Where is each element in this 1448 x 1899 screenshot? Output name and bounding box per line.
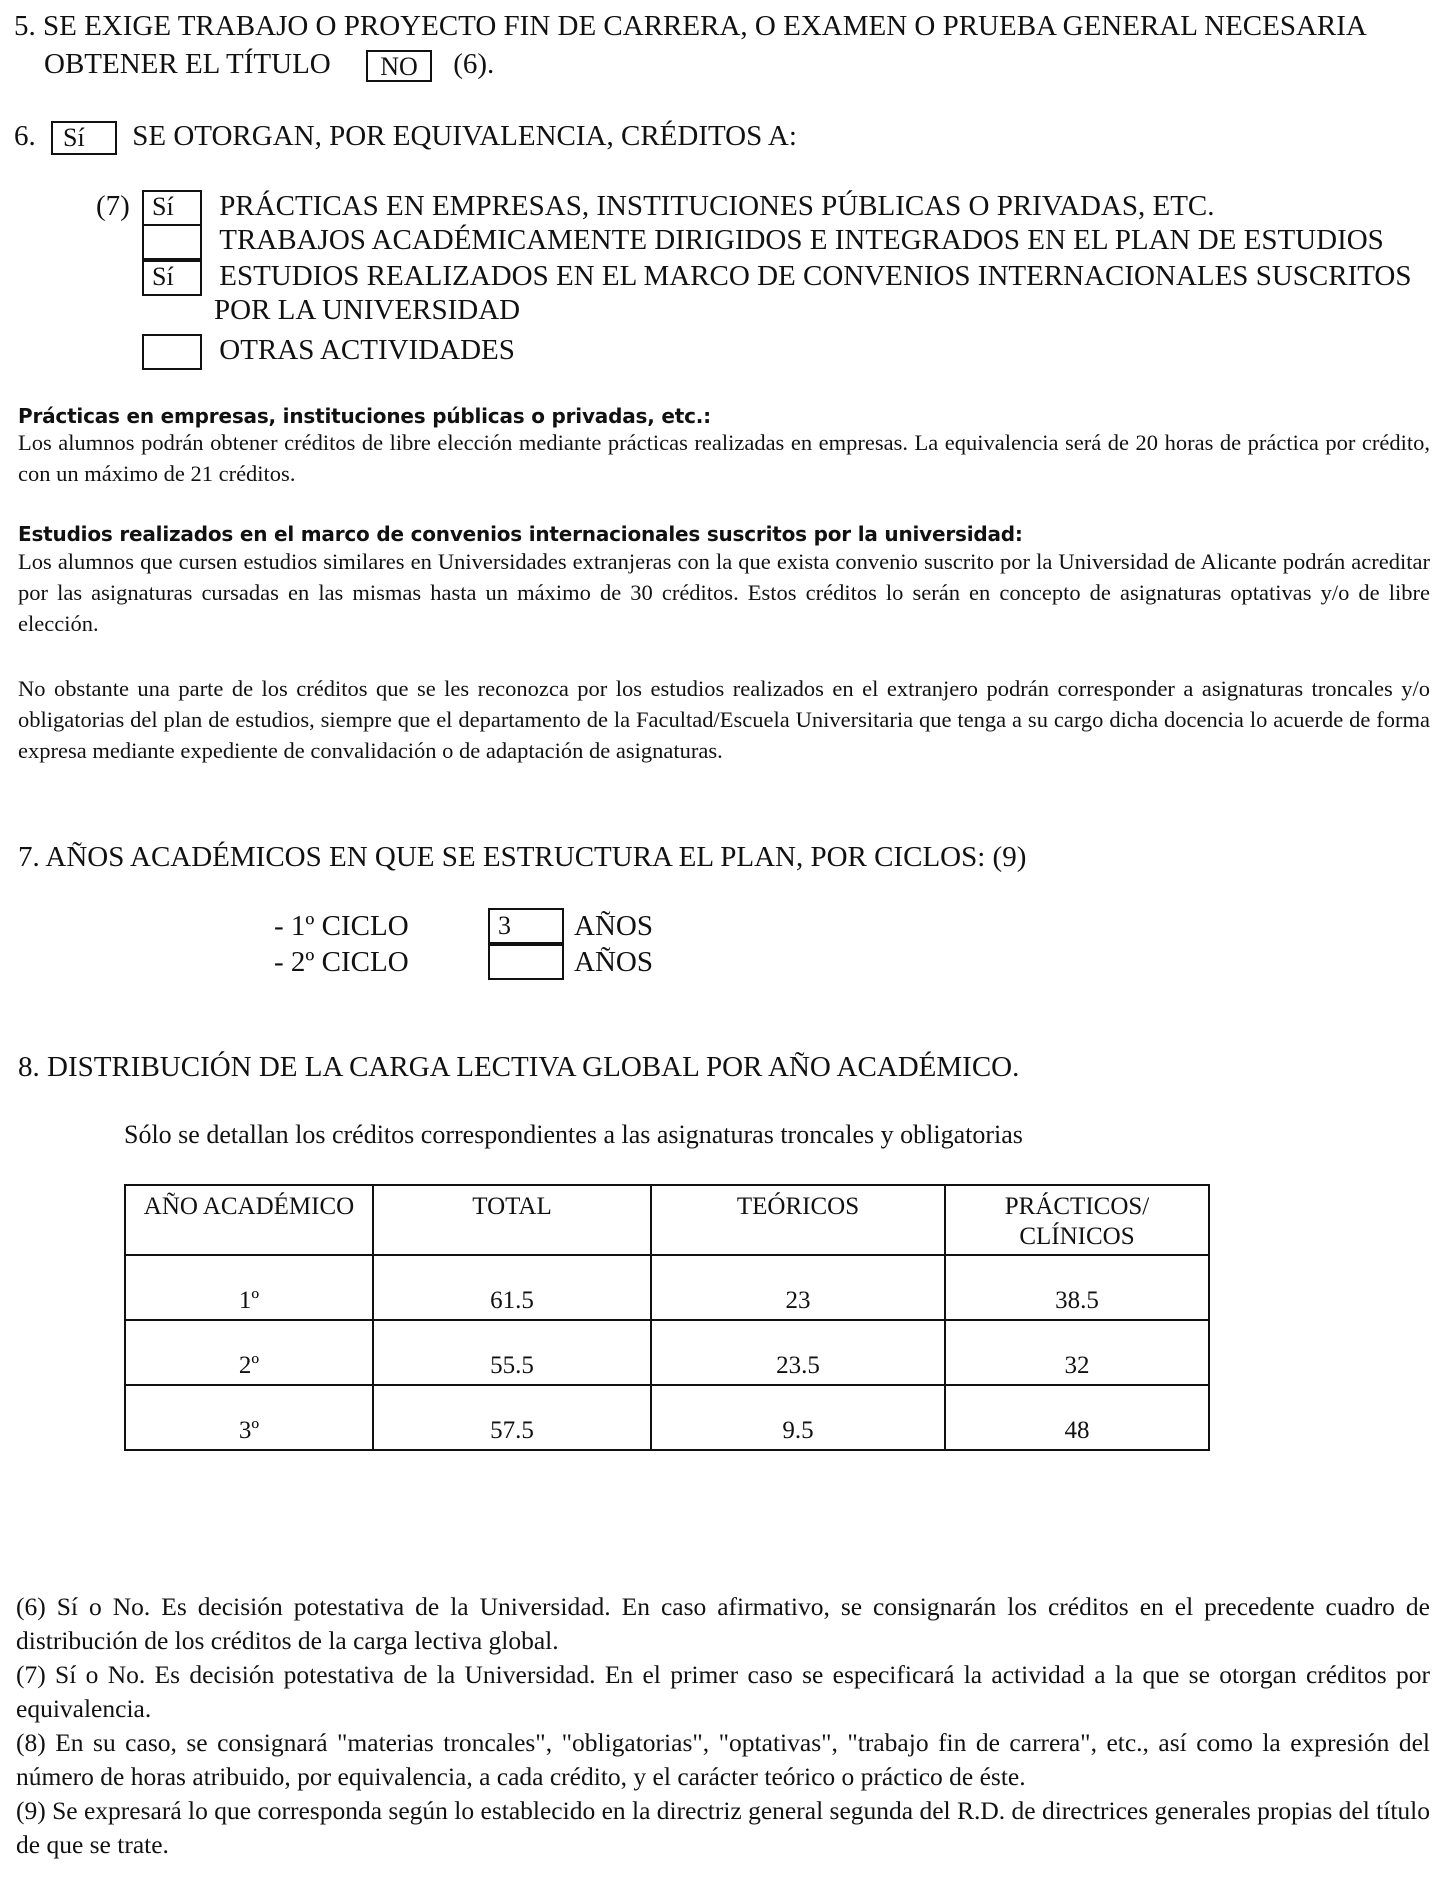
cell-theory: 9.5 — [651, 1385, 945, 1450]
table-row — [125, 1385, 1209, 1450]
cell-practice: 38.5 — [945, 1255, 1209, 1320]
option-otras-box — [142, 334, 202, 370]
option-otras — [142, 332, 515, 368]
table-header-row — [125, 1185, 1209, 1255]
section-6-title: SE OTORGAN, POR EQUIVALENCIA, CRÉDITOS A: — [132, 120, 797, 152]
cell-theory: 23.5 — [651, 1320, 945, 1385]
table-row — [125, 1255, 1209, 1320]
cycle-1-row — [274, 908, 774, 944]
estudios-text-2: No obstante una parte de los créditos que se les reconozca por los estudios realizados en el extranjero podrán corresponder a asignaturas troncales y/o obligatorias del plan de estudios, siempre que el departamento de la Facultad/Escuela Universitaria que tenga a su cargo dicha docencia lo acuerde de forma expresa mediante expediente de convalidación o de adaptación de asignaturas. — [18, 676, 1430, 763]
options-ref: (7) — [96, 190, 130, 222]
section-8-title: 8. DISTRIBUCIÓN DE LA CARGA LECTIVA GLOBAL POR AÑO ACADÉMICO. — [18, 1051, 1020, 1083]
cell-total: 61.5 — [373, 1255, 651, 1320]
col-header-total: TOTAL — [373, 1185, 651, 1255]
cycle-2-row — [274, 944, 774, 980]
footnote-8: (8) En su caso, se consignará "materias troncales", "obligatorias", "optativas", "trabajo fin de carrera", etc., así como la expresión del número de horas atribuido, por equivalencia, a cada crédito, y el carácter teórico o práctico de éste. — [16, 1728, 1430, 1791]
practicas-heading: Prácticas en empresas, instituciones públicas o privadas, etc.: — [18, 404, 711, 428]
section-8-subtitle: Sólo se detallan los créditos correspondientes a las asignaturas troncales y obligatorias — [124, 1120, 1023, 1149]
cycle-2-label: - 2º CICLO — [274, 946, 409, 978]
cell-year: 3º — [125, 1385, 373, 1450]
cell-year: 1º — [125, 1255, 373, 1320]
cycle-1-label: - 1º CICLO — [274, 910, 409, 942]
thesis-required-box: NO — [366, 50, 432, 82]
option-trabajos-label: TRABAJOS ACADÉMICAMENTE DIRIGIDOS E INTEGRADOS EN EL PLAN DE ESTUDIOS — [219, 224, 1384, 256]
cycle-2-years-box — [488, 944, 564, 980]
estudios-text-1: Los alumnos que cursen estudios similares en Universidades extranjeras con la que exista convenio suscrito por la Universidad de Alicante podrán acreditar por las asignaturas cursadas en las mismas hasta un máximo de 30 créditos. Estos créditos lo serán en concepto de asignaturas optativas y/o de libre elección. — [18, 549, 1430, 636]
cell-total: 57.5 — [373, 1385, 651, 1450]
cell-practice: 48 — [945, 1385, 1209, 1450]
option-practicas-label: PRÁCTICAS EN EMPRESAS, INSTITUCIONES PÚBLICAS O PRIVADAS, ETC. — [219, 190, 1215, 222]
credit-distribution-table — [124, 1184, 1210, 1451]
cycle-1-unit: AÑOS — [574, 910, 653, 942]
col-header-practice — [945, 1185, 1209, 1255]
footnotes — [16, 1590, 1430, 1862]
footnote-7: (7) Sí o No. Es decisión potestativa de la Universidad. En el primer caso se especificará la actividad a la que se otorgan créditos por equivalencia. — [16, 1660, 1430, 1723]
section-5-line1: 5. SE EXIGE TRABAJO O PROYECTO FIN DE CARRERA, O EXAMEN O PRUEBA GENERAL NECESARIA — [14, 10, 1367, 42]
cell-theory: 23 — [651, 1255, 945, 1320]
option-estudios — [142, 258, 1412, 294]
equivalence-credits-box: Sí — [51, 121, 117, 155]
section-5-title-end: OBTENER EL TÍTULO — [44, 48, 331, 80]
option-trabajos-box — [142, 224, 202, 260]
option-practicas-box: Sí — [142, 190, 202, 226]
option-otras-label: OTRAS ACTIVIDADES — [219, 334, 515, 366]
cell-practice: 32 — [945, 1320, 1209, 1385]
option-trabajos — [142, 222, 1384, 258]
estudios-heading: Estudios realizados en el marco de convenios internacionales suscritos por la universidad: — [18, 522, 1023, 546]
cycle-2-unit: AÑOS — [574, 946, 653, 978]
option-estudios-label: ESTUDIOS REALIZADOS EN EL MARCO DE CONVENIOS INTERNACIONALES SUSCRITOS — [219, 260, 1412, 292]
col-header-year: AÑO ACADÉMICO — [125, 1185, 373, 1255]
section-5-note-ref: (6). — [453, 48, 495, 80]
table-row — [125, 1320, 1209, 1385]
col-header-practice-line1: PRÁCTICOS/ — [1004, 1193, 1150, 1220]
section-7-title: 7. AÑOS ACADÉMICOS EN QUE SE ESTRUCTURA EL PLAN, POR CICLOS: (9) — [18, 841, 1027, 873]
footnote-9: (9) Se expresará lo que corresponda según lo establecido en la directriz general segunda del R.D. de directrices generales propias del título de que se trate. — [16, 1796, 1430, 1859]
col-header-theory: TEÓRICOS — [651, 1185, 945, 1255]
cycle-1-years-box: 3 — [488, 908, 564, 944]
option-estudios-box: Sí — [142, 260, 202, 296]
practicas-text: Los alumnos podrán obtener créditos de libre elección mediante prácticas realizadas en empresas. La equivalencia será de 20 horas de práctica por crédito, con un máximo de 21 créditos. — [18, 430, 1430, 486]
section-6-heading — [14, 118, 797, 155]
section-6-number: 6. — [14, 120, 36, 152]
option-practicas — [142, 188, 1215, 224]
col-header-practice-line2: CLÍNICOS — [1019, 1223, 1135, 1250]
footnote-6: (6) Sí o No. Es decisión potestativa de la Universidad. En caso afirmativo, se consignarán los créditos en el precedente cuadro de distribución de los créditos de la carga lectiva global. — [16, 1592, 1430, 1655]
cell-year: 2º — [125, 1320, 373, 1385]
cell-total: 55.5 — [373, 1320, 651, 1385]
section-5-line2 — [44, 46, 494, 82]
option-estudios-label-cont: POR LA UNIVERSIDAD — [214, 294, 521, 326]
